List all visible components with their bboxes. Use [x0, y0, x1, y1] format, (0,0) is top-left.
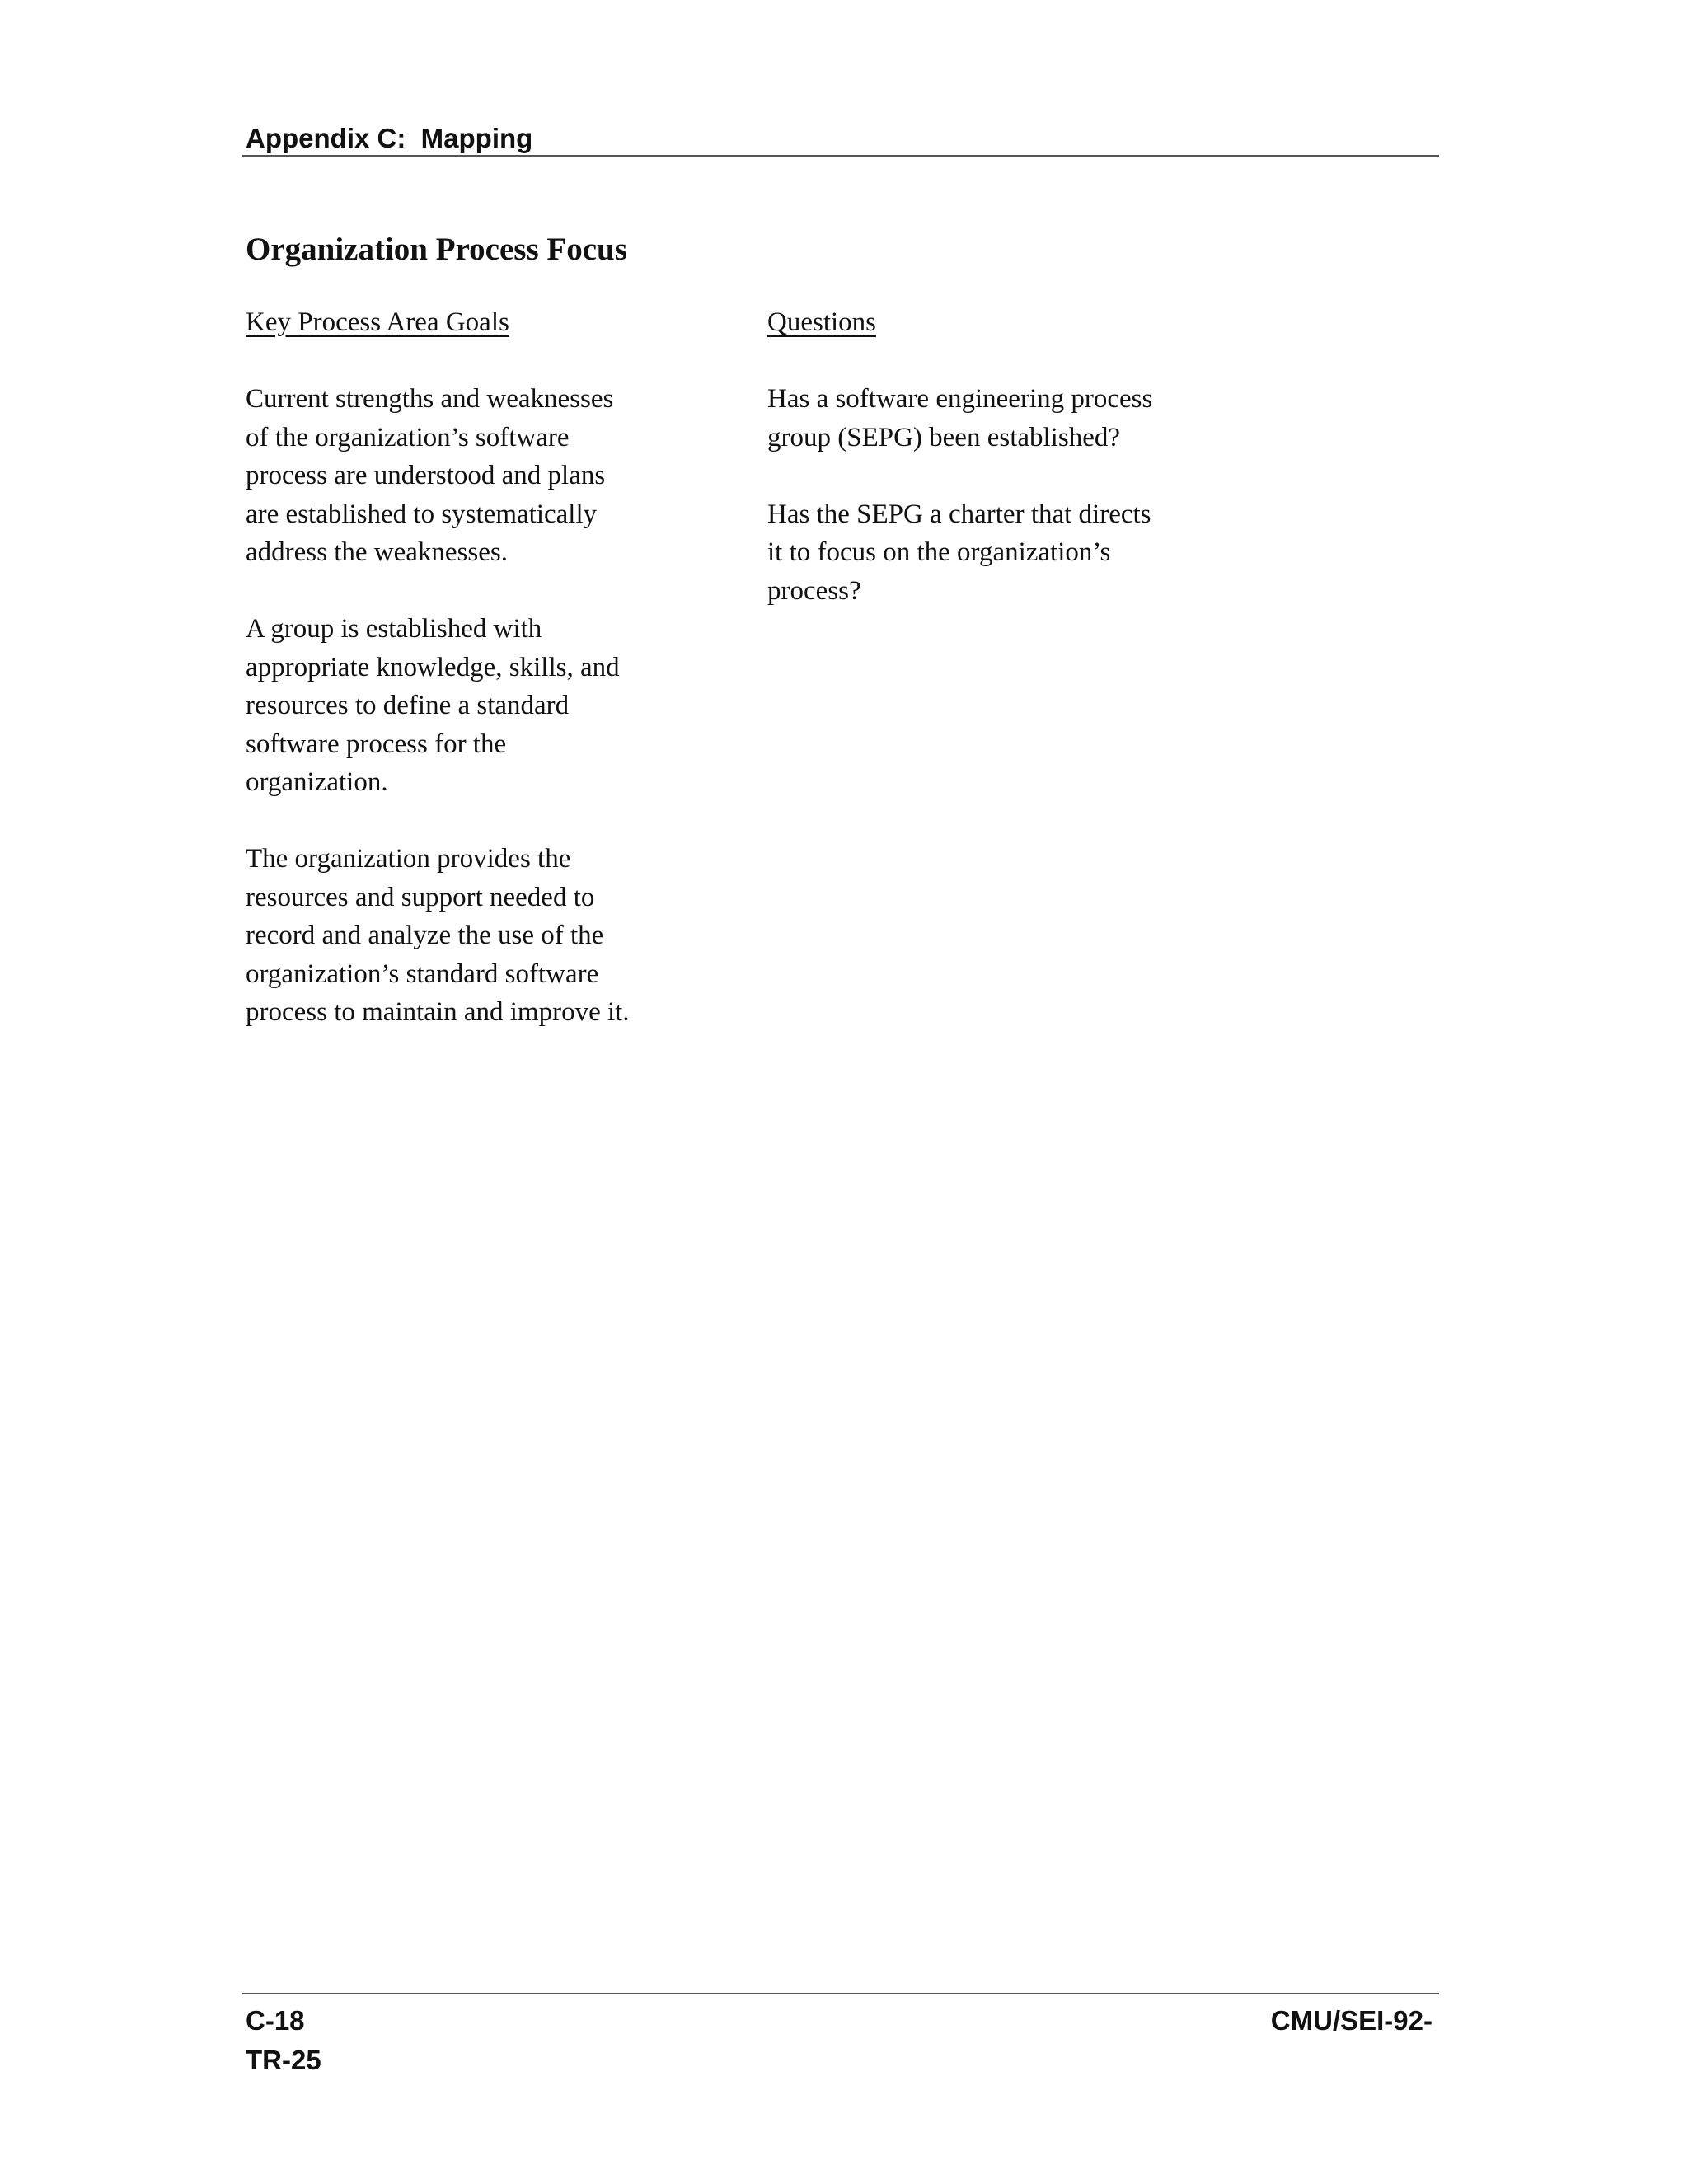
section-title: Organization Process Focus	[246, 232, 627, 267]
questions-column	[767, 303, 1229, 649]
report-id: CMU/SEI-92-	[1270, 2005, 1432, 2036]
page-number: C-18 TR-25	[246, 2005, 321, 2075]
question-paragraph: Has the SEPG a charter that directs it to focus on the organization’s process?	[767, 499, 1151, 606]
goals-column-heading: Key Process Area Goals	[246, 307, 509, 337]
header-divider	[242, 155, 1439, 157]
questions-column-heading: Questions	[767, 307, 876, 337]
goal-paragraph: Current strengths and weaknesses of the organization’s software process are understood and plans are established to systematically address the weaknesses.	[246, 384, 614, 567]
question-paragraph: Has a software engineering process group (SEPG) been established?	[767, 384, 1153, 452]
footer-divider	[242, 1993, 1439, 1994]
running-header: Appendix C: Mapping	[246, 123, 533, 153]
goals-column	[246, 303, 674, 1070]
goal-paragraph: A group is established with appropriate knowledge, skills, and resources to define a standard software process for the organization.	[246, 614, 620, 797]
goal-paragraph: The organization provides the resources and support needed to record and analyze the use of the organization’s standard software process to maintain and improve it.	[246, 844, 630, 1027]
